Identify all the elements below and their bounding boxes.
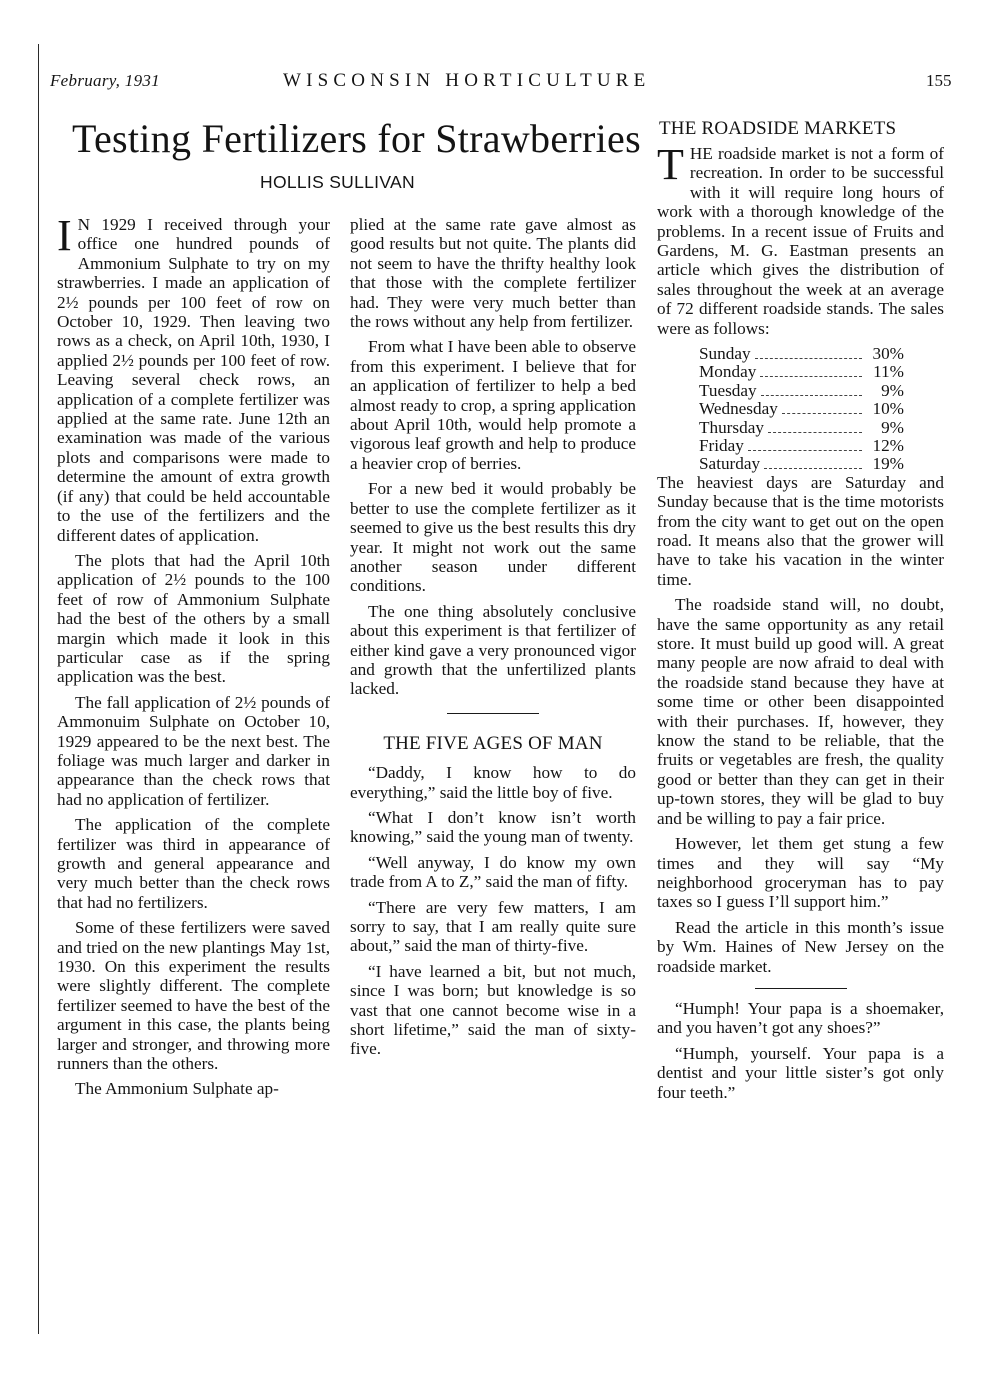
sales-row	[699, 436, 904, 454]
joke-paragraph: “Humph! Your papa is a shoemaker, and you haven’t got any shoes?”	[657, 998, 944, 1038]
article-paragraph: For a new bed it would probably be better to use the complete fertilizer as it seemed to give us the best results this dry year. It might not work out the same another season under different conditions.	[350, 479, 636, 596]
roadside-paragraph: However, let them get stung a few times and they will say “My neighborhood groceryman has to pay taxes so I guess I’ll support him.”	[657, 834, 944, 912]
page-number: 155	[926, 71, 952, 90]
roadside-paragraph: Read the article in this month’s issue by Wm. Haines of New Jersey on the roadside market.	[657, 917, 944, 976]
leader-dots	[748, 450, 862, 451]
article-column-2	[350, 215, 636, 1065]
sales-table	[699, 344, 904, 473]
roadside-intro: THE roadside market is not a form of recreation. In order to be successful with it will require long hours of work with a thorough knowledge of the problems. In a recent issue of Fruits and Gardens, M. G. Eastman presents an article which gives the distribution of sales throughout the week at an average of 72 different roadside stands. The sales were as follows:	[657, 140, 944, 338]
sales-percent: 19%	[872, 454, 904, 474]
roadside-paragraph: The heaviest days are Saturday and Sunday because that is the time motorists from the city want to get out on the open road. It means also that the grower will have to take his vacation in the winter time.	[657, 472, 944, 589]
issue-date: February, 1931	[50, 71, 160, 90]
sales-row	[699, 362, 904, 380]
sales-percent: 30%	[872, 344, 904, 364]
five-ages-paragraph: “I have learned a bit, but not much, since I was born; but knowledge is so vast that one cannot become wise in a short lifetime,” said the man of sixty-five.	[350, 961, 636, 1059]
drop-cap: I	[57, 211, 72, 260]
article-column-1	[57, 211, 330, 1105]
article-paragraph: The one thing absolutely conclusive about this experiment is that fertilizer of either kind gave a very pronounced vigor and growth that the unfertilized plants lacked.	[350, 601, 636, 699]
sales-percent: 9%	[881, 417, 904, 437]
article-paragraph: Some of these fertilizers were saved and tried on the new plantings May 1st, 1930. On this experiment the results were slightly different. The complete fertilizer seemed to have the best of the argument in this case, the plants being larger and stronger, and throwing more runners than the others.	[57, 918, 330, 1074]
article-paragraph: I N 1929 I received through your office one hundred pounds of Ammonium Sulphate to try on my strawberries. I made an application of 2½ pounds per 100 feet of row on October 10, 1929. Then leaving two rows as a check, on April 10th, 1930, I applied 2½ pounds per 100 feet of row. Leaving several check rows, an application of a complete fertilizer was applied at the same rate. June 12th an examination was made of the various plots and comparisons were made to determine the amount of extra growth (if any) that could be held accountable to the use of the fertilizers and the different dates of application.	[57, 211, 330, 545]
sales-row	[699, 399, 904, 417]
five-ages-paragraph: “What I don’t know isn’t worth knowing,” said the young man of twenty.	[350, 807, 636, 847]
leader-dots	[761, 395, 862, 396]
roadside-paragraph: The roadside stand will, no doubt, have the same opportunity as any retail store. It must build up good will. A great many people are now afraid to deal with the roadside stand because they have at some time or other been disappointed with their purchases. If, however, they know the stand to be reliable, that the fruits or vegetables are fresh, the quality good or better than they can get in their up-town stores, they will be glad to buy and be willing to pay a fair price.	[657, 595, 944, 828]
leader-dots	[768, 432, 862, 433]
sales-day: Friday	[699, 436, 744, 456]
sales-day: Monday	[699, 362, 757, 382]
drop-cap: T	[657, 140, 684, 189]
sales-day: Wednesday	[699, 399, 778, 419]
leader-dots	[782, 413, 862, 414]
article-paragraph: From what I have been able to observe from this experiment. I believe that for an application of fertilizer to help a bed almost ready to crop, a spring application about April 10th, would help promote a vigorous leaf growth and help to produce a heavier crop of berries.	[350, 337, 636, 473]
sales-day: Thursday	[699, 417, 764, 437]
left-margin-rule	[38, 44, 39, 1334]
joke-paragraph: “Humph, yourself. Your papa is a dentist and your little sister’s got only four teeth.”	[657, 1043, 944, 1102]
article-title: Testing Fertilizers for Strawberries	[72, 116, 641, 161]
section-divider	[755, 988, 847, 989]
sales-row	[699, 344, 904, 362]
five-ages-paragraph: “There are very few matters, I am sorry to say, that I am really quite sure about,” said the man of thirty-five.	[350, 897, 636, 956]
sales-percent: 10%	[872, 399, 904, 419]
sales-percent: 9%	[881, 380, 904, 400]
article-paragraph: The application of the complete fertilizer was third in appearance of growth and general appearance and very much better than the check rows that had no fertilizers.	[57, 815, 330, 912]
sales-day: Sunday	[699, 344, 751, 364]
sales-day: Tuesday	[699, 380, 757, 400]
five-ages-heading: THE FIVE AGES OF MAN	[383, 732, 603, 754]
section-divider	[447, 713, 539, 714]
roadside-heading: THE ROADSIDE MARKETS	[659, 118, 897, 139]
article-paragraph: plied at the same rate gave almost as good results but not quite. The plants did not seem to have the thrifty healthy look that those with the complete fertilizer had. They were very much better than the rows without any help from fertilizer.	[350, 215, 636, 332]
sales-row	[699, 381, 904, 399]
leader-dots	[755, 358, 862, 359]
article-paragraph: The fall application of 2½ pounds of Ammonuim Sulphate on October 10, 1929 appeared to be the next best. The foliage was much larger and darker in appearance than the check rows that had no application of fertilizer.	[57, 692, 330, 809]
five-ages-paragraph: “Daddy, I know how to do everything,” said the little boy of five.	[350, 763, 636, 802]
sales-row	[699, 418, 904, 436]
sales-percent: 11%	[873, 362, 904, 382]
article-author: HOLLIS SULLIVAN	[260, 172, 415, 192]
article-paragraph: The plots that had the April 10th application of 2½ pounds to the 100 feet of row of Ammonium Sulphate had the best of the others by a small margin which made it look in this particular case as if the spring application was the best.	[57, 550, 330, 687]
leader-dots	[764, 468, 862, 469]
article-paragraph: The Ammonium Sulphate ap-	[75, 1079, 279, 1099]
leader-dots	[760, 376, 862, 377]
publication-title: WISCONSIN HORTICULTURE	[283, 70, 651, 91]
roadside-column	[657, 140, 944, 1108]
sales-row	[699, 454, 904, 472]
sales-day: Saturday	[699, 454, 761, 474]
five-ages-paragraph: “Well anyway, I do know my own trade from A to Z,” said the man of fifty.	[350, 852, 636, 892]
sales-percent: 12%	[872, 436, 904, 456]
